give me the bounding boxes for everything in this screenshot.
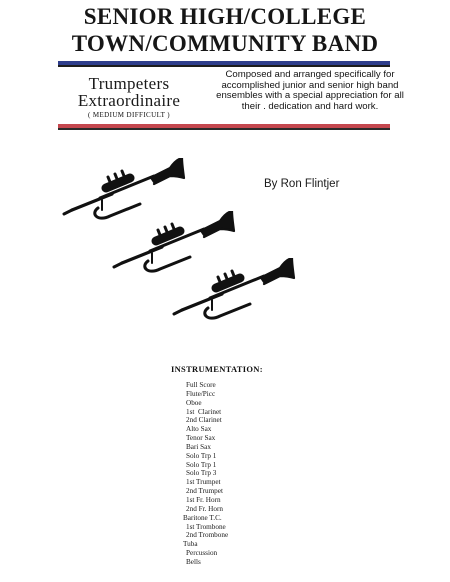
- trumpet-icon: [172, 258, 296, 322]
- instrument-part: Solo Trp 1: [186, 460, 217, 469]
- instrument-part: 2nd Trombone: [186, 531, 229, 540]
- instrument-part: Solo Trp 3: [186, 469, 217, 478]
- instrument-part: Alto Sax: [186, 425, 212, 434]
- instrument-part: 2nd Fr. Horn: [186, 504, 223, 513]
- instrumentation-list: [183, 381, 229, 567]
- instrument-part: Oboe: [186, 398, 202, 407]
- instrument-part: Baritone T.C.: [183, 513, 222, 522]
- composer-credit: By Ron Flintjer: [264, 178, 340, 190]
- instrument-part: Tuba: [183, 540, 198, 549]
- instrument-part: Bari Sax: [186, 442, 211, 451]
- piece-title-line2: Extraordinaire: [77, 91, 181, 110]
- header-title-line1: SENIOR HIGH/COLLEGE: [83, 4, 367, 29]
- instrument-part: Flute/Picc: [186, 389, 216, 398]
- instrument-part: Tenor Sax: [186, 434, 216, 443]
- instrument-part: Solo Trp 1: [186, 451, 217, 460]
- instrument-part: Full Score: [186, 381, 216, 389]
- instrument-part: 1st Trumpet: [186, 478, 221, 487]
- instrument-part: 1st Trombone: [186, 522, 226, 531]
- difficulty-label: ( MEDIUM DIFFICULT ): [87, 111, 171, 119]
- instrument-part: 2nd Trumpet: [186, 487, 223, 496]
- instrument-part: 1st Clarinet: [186, 407, 222, 416]
- instrument-part: Bells: [186, 557, 201, 566]
- instrument-part: 2nd Clarinet: [186, 416, 222, 425]
- bottom-rule-dark: [58, 128, 390, 130]
- instrument-part: Percussion: [186, 549, 218, 558]
- instrumentation-heading: INSTRUMENTATION:: [171, 364, 263, 374]
- top-rule-dark: [58, 65, 390, 67]
- piece-title-line1: Trumpeters: [88, 74, 170, 93]
- header-title-line2: TOWN/COMMUNITY BAND: [71, 31, 379, 56]
- piece-description: Composed and arranged specifically for accomplished junior and senior high band ensembles with a special appreciation for all their . dedication and hard work.: [216, 69, 404, 112]
- instrument-part: 1st Fr. Horn: [186, 495, 221, 504]
